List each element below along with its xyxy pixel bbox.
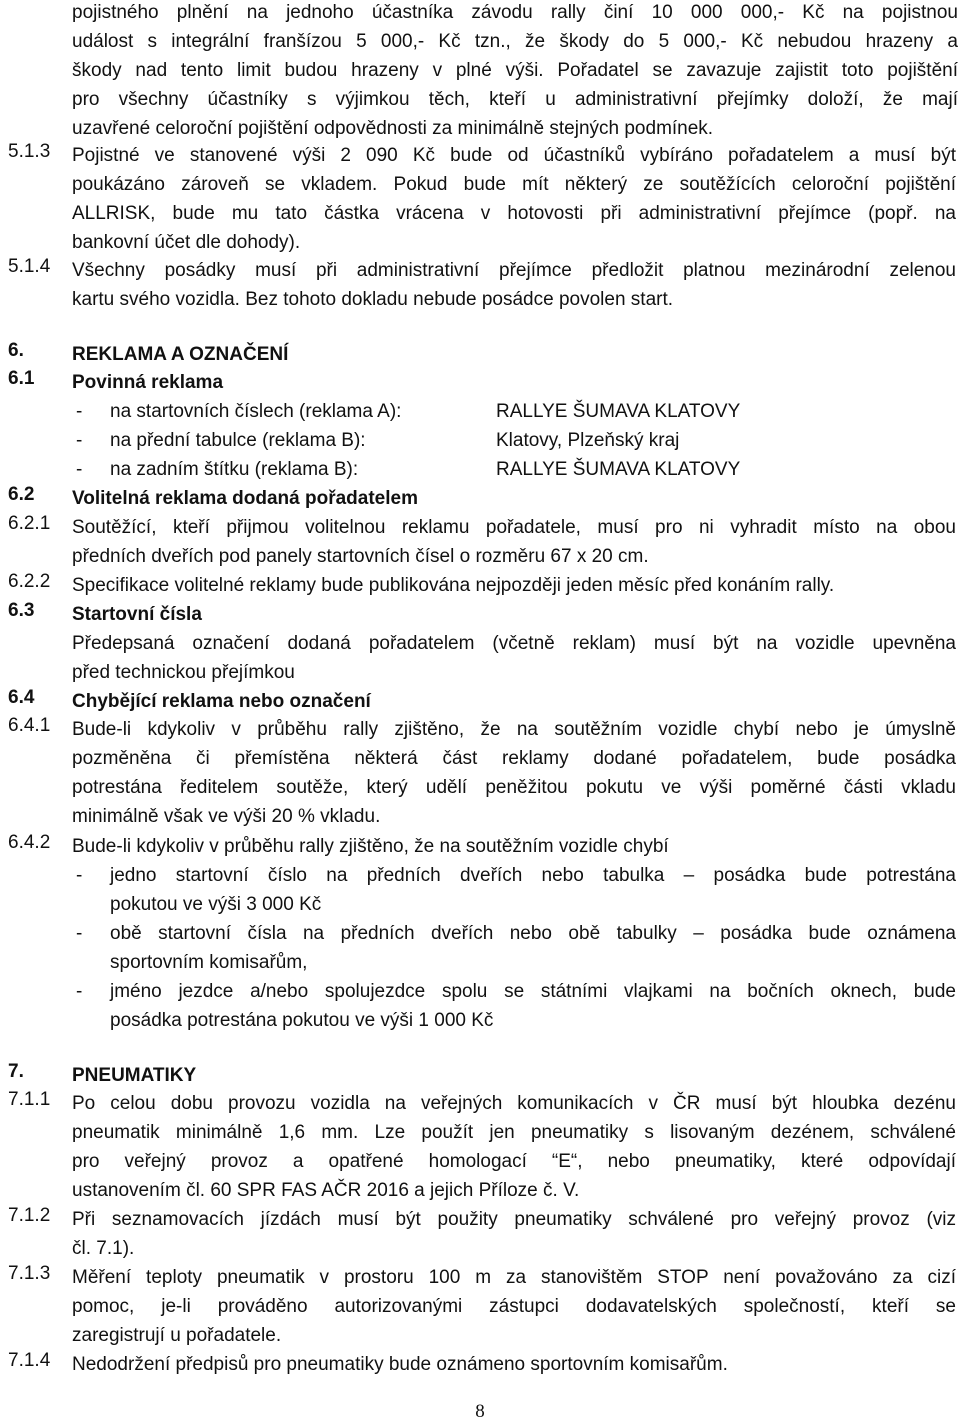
text-line: posádka potrestána pokutou ve výši 1 000 Kč [110,1010,494,1031]
text-line: pozměněna či přemístěna některá část reklamy dodané pořadatelem, bude posádka [72,748,956,769]
ad-location: na zadním štítku (reklama B): [110,459,359,480]
section-number: 6.3 [8,600,35,621]
text-line: Všechny posádky musí při administrativní přejímce předložit platnou mezinárodní zelenou [72,260,956,281]
text-line: Po celou dobu provozu vozidla na veřejných komunikacích v ČR musí být hloubka dezénu [72,1093,956,1114]
dash-bullet: - [76,981,83,1002]
text-line: minimálně však ve výši 20 % vkladu. [72,806,381,827]
section-title: Startovní čísla [72,604,202,625]
text-line: pneumatik minimálně 1,6 mm. Lze použít jen pneumatiky s lisovaným dezénem, schválené [72,1122,956,1143]
list-item [0,397,958,426]
list-item [0,977,958,1035]
text-line: Předepsaná označení dodaná pořadatelem (včetně reklam) musí být na vozidle upevněna [72,633,956,654]
intro-paragraph [0,0,958,143]
section-number: 7.1.2 [8,1205,51,1226]
text-line: pro veřejný provoz a opatřené homologací “E“, nebo pneumatiky, které odpovídají [72,1151,956,1172]
section-number: 6.1 [8,368,35,389]
section-title: REKLAMA A OZNAČENÍ [72,344,289,365]
text-line: Pojistné ve stanovené výši 2 090 Kč bude od účastníků vybíráno pořadatelem a musí být [72,145,956,166]
dash-bullet: - [76,401,83,422]
text-line: před technickou přejímkou [72,662,295,683]
text-line: pokutou ve výši 3 000 Kč [110,894,322,915]
ad-value: RALLYE ŠUMAVA KLATOVY [496,459,741,480]
ad-location: na přední tabulce (reklama B): [110,430,366,451]
text-line: předních dveřích pod panely startovních čísel o rozměru 67 x 20 cm. [72,546,649,567]
section-number: 5.1.3 [8,141,51,162]
page-number: 8 [475,1401,485,1422]
list-item [0,455,958,484]
text-line: poukázáno zároveň se vkladem. Pokud bude mít některý ze soutěžících celoroční pojištění [72,174,956,195]
section-number: 6. [8,340,24,361]
section-number: 6.4.2 [8,832,51,853]
ad-value: Klatovy, Plzeňský kraj [496,430,680,451]
dash-bullet: - [76,459,83,480]
text-line: zaregistrují u pořadatele. [72,1325,282,1346]
text-line: čl. 7.1). [72,1238,135,1259]
text-line: obě startovní čísla na předních dveřích nebo obě tabulky – posádka bude oznámena [110,923,956,944]
section-title: Chybějící reklama nebo označení [72,691,371,712]
text-line: Specifikace volitelné reklamy bude publikována nejpozději jeden měsíc před konáním rally. [72,575,835,596]
dash-bullet: - [76,865,83,886]
section-number: 6.2.1 [8,513,51,534]
section-title: PNEUMATIKY [72,1065,197,1086]
text-line: bankovní účet dle dohody). [72,232,301,253]
text-line: Nedodržení předpisů pro pneumatiky bude oznámeno sportovním komisařům. [72,1354,728,1375]
section-number: 7.1.1 [8,1089,51,1110]
text-line: kartu svého vozidla. Bez tohoto dokladu nebude posádce povolen start. [72,289,674,310]
text-line: Soutěžící, kteří přijmou volitelnou reklamu pořadatele, musí pro ni vyhradit místo na obou [72,517,956,538]
text-line: ustanovením čl. 60 SPR FAS AČR 2016 a jejich Příloze č. V. [72,1180,580,1201]
section-number: 6.4.1 [8,715,51,736]
mandatory-ads-list [0,397,958,484]
text-line: uzavřené celoroční pojištění odpovědnosti za minimálně stejných podmínek. [72,118,714,139]
text-line: událost s integrální franšízou 5 000,- Kč tzn., že škody do 5 000,- Kč nebudou hrazeny a [72,31,958,52]
text-line: pojistného plnění na jednoho účastníka závodu rally činí 10 000 000,- Kč na pojistnou [72,2,958,23]
text-line: Při seznamovacích jízdách musí být použity pneumatiky schválené pro veřejný provoz (viz [72,1209,956,1230]
text-line: sportovním komisařům, [110,952,308,973]
section-number: 7.1.4 [8,1350,51,1371]
text-line: jedno startovní číslo na předních dveřích nebo tabulka – posádka bude potrestána [110,865,956,886]
section-number: 7. [8,1061,24,1082]
section-title: Povinná reklama [72,372,224,393]
text-line: pomoc, je-li prováděno autorizovanými zástupci dodavatelských společností, kteří se [72,1296,956,1317]
list-item [0,919,958,977]
ad-value: RALLYE ŠUMAVA KLATOVY [496,401,741,422]
section-number: 5.1.4 [8,256,51,277]
penalties-list [0,861,958,1035]
text-line: Bude-li kdykoliv v průběhu rally zjištěno, že na soutěžním vozidle chybí nebo je úmyslně [72,719,956,740]
section-number: 6.2 [8,484,35,505]
dash-bullet: - [76,923,83,944]
list-item [0,861,958,919]
list-item [0,426,958,455]
text-line: škody nad tento limit budou hrazeny v plné výši. Pořadatel se zavazuje zajistit toto pojištění [72,60,958,81]
text-line: Měření teploty pneumatik v prostoru 100 m za stanovištěm STOP není považováno za cizí [72,1267,956,1288]
section-number: 7.1.3 [8,1263,51,1284]
text-line: Bude-li kdykoliv v průběhu rally zjištěno, že na soutěžním vozidle chybí [72,836,669,857]
section-number: 6.4 [8,687,35,708]
text-line: pro všechny účastníky s výjimkou těch, kteří u administrativní přejímky doloží, že mají [72,89,958,110]
section-number: 6.2.2 [8,571,51,592]
text-line: potrestána ředitelem soutěže, který udělí peněžitou pokutu ve výši poměrné části vkladu [72,777,956,798]
text-line: ALLRISK, bude mu tato částka vrácena v hotovosti při administrativní přejímce (popř. na [72,203,956,224]
section-title: Volitelná reklama dodaná pořadatelem [72,488,418,509]
dash-bullet: - [76,430,83,451]
ad-location: na startovních číslech (reklama A): [110,401,402,422]
text-line: jméno jezdce a/nebo spolujezdce spolu se státními vlajkami na bočních oknech, bude [110,981,956,1002]
